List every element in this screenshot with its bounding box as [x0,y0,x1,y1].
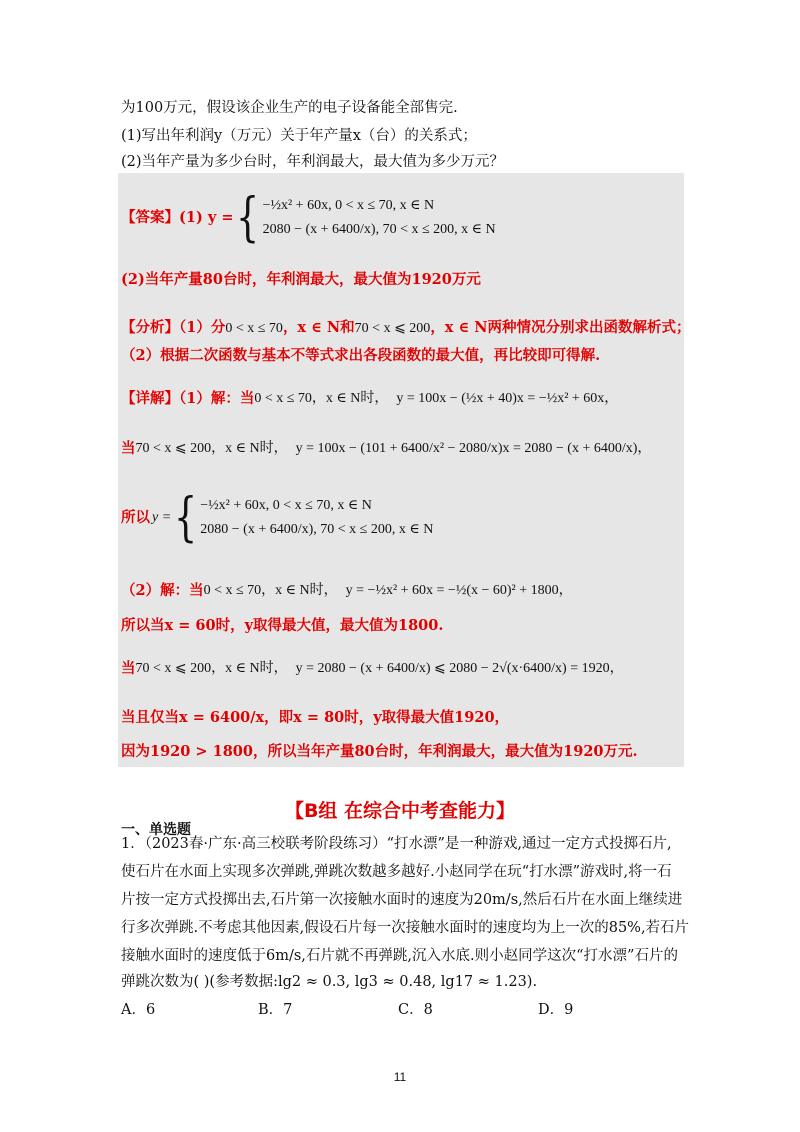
detail-label-3: 所以 [121,509,150,526]
subsection-title: 一、单选题 [121,822,191,838]
detail-line-1 [121,384,618,414]
detail-line-5: 所以当x = 60时，y取得最大值，最大值为1800. [121,617,444,634]
analysis-label: 【分析】（1）分 [121,319,226,336]
detail-label-1: 【详解】（1）解：当 [121,390,255,407]
problem-line-5: 接触水面时的速度低于6m/s,石片就不再弹跳,沉入水底.则小赵同学这次“打水漂”石片的 [121,948,678,964]
analysis-cond-2: 70 < x ⩽ 200 [354,321,431,336]
detail-cond-6: 70 < x ⩽ 200，x ∈ N时， [135,661,288,676]
detail-line-6 [121,652,624,686]
problem-line-3: 片按一定方式投掷出去,石片第一次接触水面时的速度为20m/s,然后石片在水面上继续进 [121,892,683,908]
option-d[interactable]: D．9 [538,1002,574,1018]
analysis-text-1: ，x ∈ N和 [282,319,355,336]
detail-label-2: 当 [121,440,136,457]
detail-cond-4: 0 < x ≤ 70，x ∈ N时， [203,583,338,598]
problem-line-1: 1．（2023春·广东·高三校联考阶段练习）“打水漂”是一种游戏,通过一定方式投掷石片, [121,836,672,852]
problem-line-4: 行多次弹跳.不考虑其他因素,假设石片每一次接触水面时的速度均为上一次的85%,若石片 [121,920,690,936]
question-line-1: 为100万元，假设该企业生产的电子设备能全部售完. [121,100,458,116]
detail-case-1: −½x² + 60x, 0 < x ≤ 70, x ∈ N [200,498,372,513]
analysis-text-2: ，x ∈ N两种情况分别求出函数解析式； [430,319,691,336]
section-title: 【B组 在综合中考查能力】 [284,800,516,822]
detail-cond-1: 0 < x ≤ 70，x ∈ N时， [254,391,389,406]
detail-line-4 [121,576,573,606]
answer-case-2: 2080 − (x + 6400/x), 70 < x ≤ 200, x ∈ N [262,222,496,237]
detail-label-4: （2）解：当 [121,582,204,599]
piecewise-brace: { [236,188,260,248]
problem-line-6: 弹跳次数为( )(参考数据:lg2 ≈ 0.3, lg3 ≈ 0.48, lg17 ≈ 1.23). [121,974,538,990]
piecewise-cases [263,196,496,240]
detail-case-2: 2080 − (x + 6400/x), 70 < x ≤ 200, x ∈ N [200,522,434,537]
question-line-3: (2)当年产量为多少台时，年利润最大，最大值为多少万元？ [121,154,505,170]
analysis-line-2: （2）根据二次函数与基本不等式求出各段函数的最大值，再比较即可得解. [121,347,601,364]
piecewise-cases-2 [200,496,433,540]
answer-case-1: −½x² + 60x, 0 < x ≤ 70, x ∈ N [262,198,435,213]
detail-line-2 [121,432,651,466]
answer-line [121,182,496,254]
option-b[interactable]: B．7 [258,1002,293,1018]
answer-part-2: (2)当年产量80台时，年利润最大，最大值为1920万元 [121,271,481,288]
detail-eq-1: y = 100x − (½x + 40)x = −½x² + 60x， [396,391,619,406]
problem-line-2: 使石片在水面上实现多次弹跳,弹跳次数越多越好.小赵同学在玩“打水漂”游戏时,将一石 [121,864,672,880]
detail-eq-4: y = −½x² + 60x = −½(x − 60)² + 1800， [345,583,573,598]
detail-line-7: 当且仅当x = 6400/x，即x = 80时，y取得最大值1920， [121,709,510,726]
detail-eq-6: y = 2080 − (x + 6400/x) ⩽ 2080 − 2√(x·6400/x) = 1920， [295,661,624,676]
option-c[interactable]: C．8 [398,1002,433,1018]
analysis-line-1 [121,318,691,339]
option-a[interactable]: A．6 [121,1002,156,1018]
analysis-cond-1: 0 < x ≤ 70 [225,321,283,336]
detail-cond-2: 70 < x ⩽ 200，x ∈ N时， [135,441,288,456]
page-number: 11 [393,1070,407,1084]
detail-label-6: 当 [121,660,136,677]
detail-line-3 [121,482,433,554]
detail-y-eq: y = [152,510,172,525]
question-line-2: (1)写出年利润y（万元）关于年产量x（台）的关系式； [121,128,477,144]
detail-eq-2: y = 100x − (101 + 6400/x² − 2080/x)x = 2080 − (x + 6400/x)， [295,441,652,456]
detail-line-8: 因为1920 > 1800，所以当年产量80台时，年利润最大，最大值为1920万元. [121,743,638,760]
answer-label: 【答案】(1) y = [121,209,234,226]
piecewise-brace-2: { [174,488,198,548]
